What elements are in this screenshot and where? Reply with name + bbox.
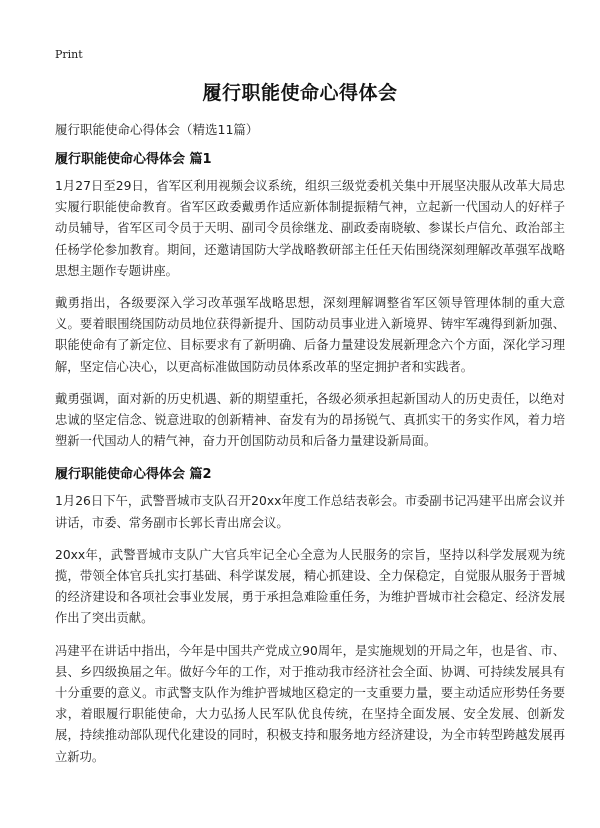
paragraph: 1月26日下午，武警晋城市支队召开20xx年度工作总结表彰会。市委副书记冯建平出席会议并讲话，市委、常务副市长郭长青出席会议。 xyxy=(55,494,565,530)
article-content xyxy=(55,148,565,779)
section-1 xyxy=(55,148,565,452)
page-title: 履行职能使命心得体会 xyxy=(202,82,398,104)
paragraph: 冯建平在讲话中指出，今年是中国共产党成立90周年，是实施规划的开局之年，也是省、市、县、乡四级换届之年。做好今年的工作，对于推动我市经济社会全面、协调、可持续发展具有十分重要的意义。市武警支队作为维护晋城地区稳定的一支重要力量，要主动适应形势任务要求，着眼履行职能使命，大力弘扬人民军队优良传统，在坚持全面发展、安全发展、创新发展，持续推动部队现代化建设的同时，积极支持和服务地方经济建设，为全市转型跨越发展再立新功。 xyxy=(55,643,565,764)
section-heading: 履行职能使命心得体会 篇1 xyxy=(55,152,212,167)
document-subtitle: 履行职能使命心得体会（精选11篇） xyxy=(55,122,259,137)
section-2 xyxy=(55,463,565,767)
paragraph: 戴勇强调，面对新的历史机遇、新的期望重托，各级必须承担起新国动人的历史责任，以绝对忠诚的坚定信念、锐意进取的创新精神、奋发有为的昂扬锐气、真抓实干的务实作风，着力培塑新一代国动人的精气神，奋力开创国防动员和后备力量建设新局面。 xyxy=(55,391,565,449)
paragraph: 1月27日至29日，省军区利用视频会议系统，组织三级党委机关集中开展坚决服从改革大局忠实履行职能使命教育。省军区政委戴勇作适应新体制提振精气神，立起新一代国动人的好样子动员辅导，省军区司令员于天明、副司令员徐继龙、副政委南晓敏、参谋长卢信允、政治部主任杨学伦参加教育。期间，还邀请国防大学战略教研部主任任天佑围绕深刻理解改革强军战略思想主题作专题讲座。 xyxy=(55,179,565,278)
section-heading: 履行职能使命心得体会 篇2 xyxy=(55,467,212,483)
paragraph: 20xx年，武警晋城市支队广大官兵牢记全心全意为人民服务的宗旨，坚持以科学发展观为统揽，带领全体官兵扎实打基础、科学谋发展，精心抓建设、全力保稳定，自觉服从服务于晋城的经济建设和各项社会事业发展，勇于承担急难险重任务，为维护晋城市社会稳定、经济发展作出了突出贡献。 xyxy=(55,547,565,626)
paragraph: 戴勇指出，各级要深入学习改革强军战略思想，深刻理解调整省军区领导管理体制的重大意义。要着眼围绕国防动员地位获得新提升、国防动员事业进入新境界、铸牢军魂得到新加强、职能使命有了新定位、目标要求有了新明确、后备力量建设发展新理念六个方面，深化学习理解，坚定信心决心，以更高标准做国防动员体系改革的坚定拥护者和实践者。 xyxy=(55,296,565,374)
print-link[interactable]: Print xyxy=(55,48,83,61)
